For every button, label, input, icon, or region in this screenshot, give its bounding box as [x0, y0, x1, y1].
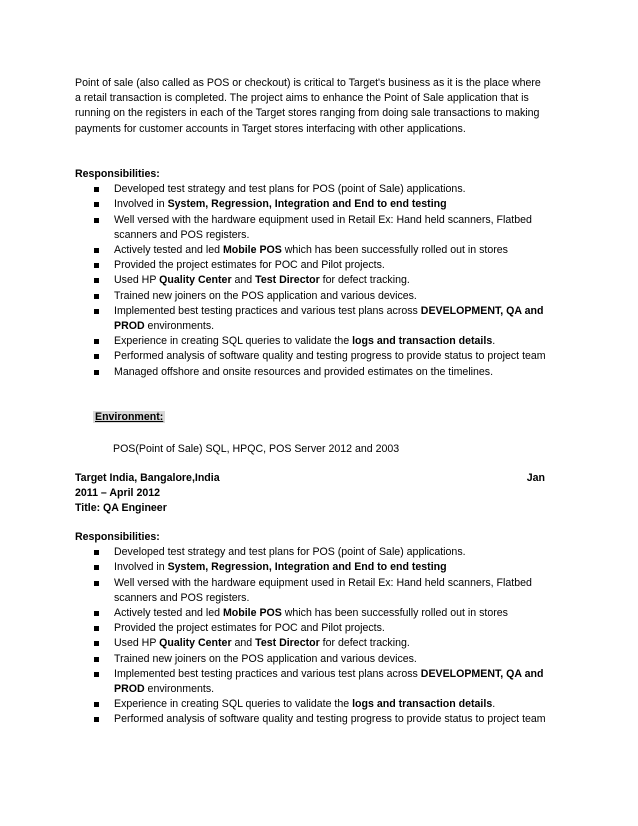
- environment-text: POS(Point of Sale) SQL, HPQC, POS Server 2012 and 2003: [113, 443, 400, 455]
- responsibility-item: [75, 334, 569, 349]
- responsibility-item: [75, 545, 569, 560]
- responsibility-pre: Performed analysis of software quality and testing progress to provide status to project team: [114, 350, 546, 363]
- responsibility-pre: Well versed with the hardware equipment used in Retail Ex: Hand held scanners, Flatbed scanners and POS registers.: [114, 576, 532, 604]
- responsibility-item: [75, 182, 569, 197]
- responsibility-pre: Used HP: [114, 637, 160, 650]
- responsibility-pre: Provided the project estimates for POC and Pilot projects.: [114, 259, 385, 272]
- responsibility-item: [75, 197, 569, 212]
- responsibility-pre: Involved in: [114, 198, 168, 211]
- responsibility-mid: and: [231, 637, 256, 650]
- responsibility-item: [75, 667, 569, 697]
- responsibility-pre: Developed test strategy and test plans for POS (point of Sale) applications.: [114, 546, 466, 559]
- responsibility-pre: Trained new joiners on the POS application and various devices.: [114, 652, 417, 665]
- date-range: 2011 – April 2012: [75, 487, 161, 500]
- responsibilities-list: [75, 545, 575, 727]
- responsibility-mid: environments.: [144, 320, 215, 333]
- company-name: Target India, Bangalore,India: [75, 472, 220, 484]
- job-header: [75, 471, 545, 517]
- responsibility-mid: .: [492, 698, 496, 711]
- responsibilities-section-1: [75, 167, 575, 380]
- job-company-row: [75, 471, 545, 486]
- responsibility-item: [75, 258, 569, 273]
- responsibilities-heading: Responsibilities:: [75, 168, 160, 180]
- responsibility-b1: Quality Center: [159, 274, 232, 287]
- responsibility-b1: logs and transaction details: [352, 335, 493, 348]
- responsibility-pre: Developed test strategy and test plans for POS (point of Sale) applications.: [114, 183, 466, 196]
- responsibility-item: [75, 576, 569, 606]
- date-start: Jan: [526, 472, 545, 484]
- responsibility-b2: Test Director: [255, 274, 320, 287]
- responsibility-item: [75, 606, 569, 621]
- responsibility-pre: Experience in creating SQL queries to validate the: [114, 698, 353, 711]
- responsibility-pre: Actively tested and led: [114, 607, 223, 620]
- responsibility-b1: DEVELOPMENT, QA and PROD: [114, 304, 544, 333]
- environment-label: Environment:: [95, 411, 164, 423]
- responsibility-pre: Performed analysis of software quality and testing progress to provide status to project team: [114, 713, 546, 726]
- responsibilities-section-2: [75, 530, 575, 728]
- responsibility-item: [75, 560, 569, 575]
- responsibility-mid: and: [231, 274, 256, 287]
- responsibility-mid: environments.: [144, 683, 215, 696]
- responsibility-b1: Mobile POS: [222, 244, 282, 257]
- responsibility-b1: System, Regression, Integration and End to end testing: [167, 561, 447, 574]
- responsibility-b1: System, Regression, Integration and End to end testing: [167, 198, 447, 211]
- responsibility-item: [75, 697, 569, 712]
- responsibility-item: [75, 243, 569, 258]
- responsibility-item: [75, 289, 569, 304]
- project-description: [75, 76, 545, 137]
- responsibility-post: for defect tracking.: [319, 637, 410, 650]
- responsibility-item: [75, 365, 569, 380]
- responsibility-item: [75, 712, 569, 727]
- responsibility-post: for defect tracking.: [319, 274, 410, 287]
- environment-section: [93, 410, 165, 425]
- responsibility-pre: Implemented best testing practices and various test plans across: [114, 304, 421, 317]
- responsibilities-list: [75, 182, 575, 380]
- responsibility-mid: which has been successfully rolled out in stores: [281, 244, 508, 257]
- responsibility-b1: Quality Center: [159, 637, 232, 650]
- responsibility-pre: Managed offshore and onsite resources and provided estimates on the timelines.: [114, 365, 494, 378]
- responsibility-pre: Provided the project estimates for POC and Pilot projects.: [114, 622, 385, 635]
- job-title: Title: QA Engineer: [75, 502, 167, 515]
- responsibility-b1: DEVELOPMENT, QA and PROD: [114, 667, 544, 696]
- responsibility-mid: .: [492, 335, 496, 348]
- responsibility-mid: which has been successfully rolled out in stores: [281, 607, 508, 620]
- responsibility-item: [75, 349, 569, 364]
- responsibility-pre: Implemented best testing practices and various test plans across: [114, 667, 421, 680]
- responsibility-pre: Well versed with the hardware equipment used in Retail Ex: Hand held scanners, Flatbed scanners and POS registers.: [114, 213, 532, 241]
- responsibility-item: [75, 213, 569, 243]
- responsibilities-heading: Responsibilities:: [75, 531, 160, 543]
- responsibility-item: [75, 636, 569, 651]
- responsibility-item: [75, 621, 569, 636]
- project-description-text: Point of sale (also called as POS or checkout) is critical to Target's business as it is the place where a retail transaction is completed. The project aims to enhance the Point of Sale application that is running on the registers in each of the Target stores ranging from doing sale transactions to making payments for customer accounts in Target stores interfacing with other applications.: [75, 77, 541, 135]
- responsibility-item: [75, 304, 569, 334]
- responsibility-pre: Involved in: [114, 561, 168, 574]
- responsibility-b2: Test Director: [255, 637, 320, 650]
- responsibility-pre: Experience in creating SQL queries to validate the: [114, 335, 353, 348]
- responsibility-pre: Actively tested and led: [114, 244, 223, 257]
- responsibility-pre: Used HP: [114, 274, 160, 287]
- responsibility-item: [75, 652, 569, 667]
- responsibility-b1: logs and transaction details: [352, 698, 493, 711]
- responsibility-pre: Trained new joiners on the POS application and various devices.: [114, 289, 417, 302]
- responsibility-item: [75, 273, 569, 288]
- responsibility-b1: Mobile POS: [222, 607, 282, 620]
